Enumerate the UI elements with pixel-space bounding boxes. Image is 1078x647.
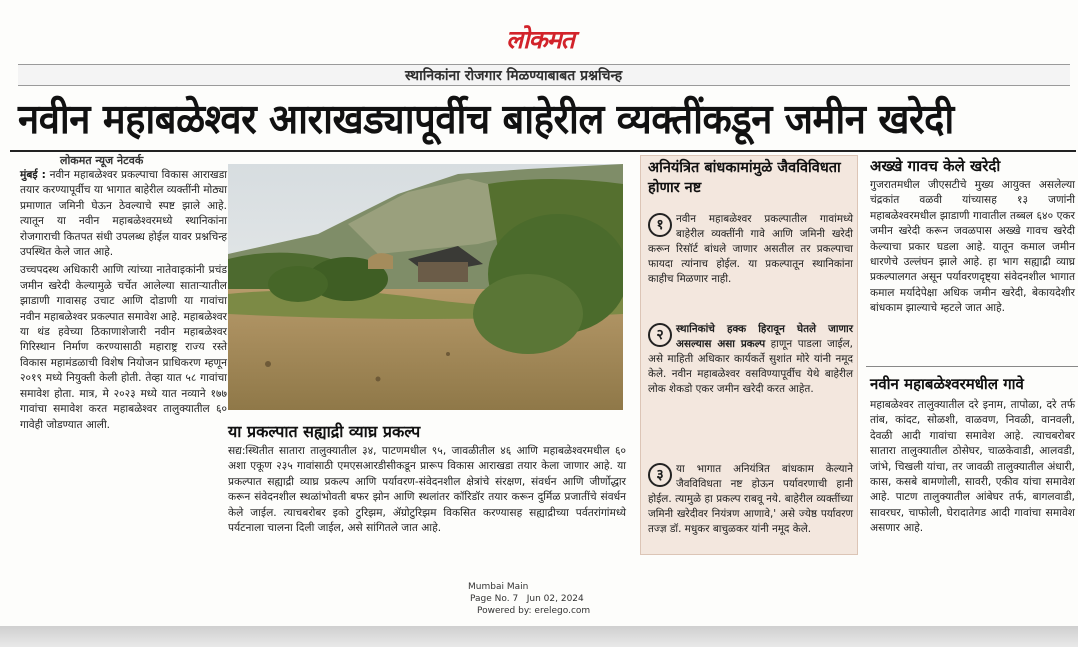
- section-subheading: या प्रकल्पात सह्याद्री व्याघ्र प्रकल्प: [228, 422, 421, 441]
- headline-rule: [10, 150, 1076, 152]
- hillside-hut-image: [228, 164, 623, 410]
- column-divider: [866, 366, 1078, 367]
- point-bold-text: स्थानिकांचे हक्क हिरावून घेतले जाणार असल्यास असा प्रकल्प: [676, 323, 853, 350]
- article-kicker: स्थानिकांना रोजगार मिळण्याबाबत प्रश्नचिन्ह: [405, 68, 623, 84]
- point-number: २: [648, 323, 672, 347]
- lead-paragraph: [20, 168, 227, 260]
- article-column-below-photo: सद्य:स्थितीत सातारा तालुक्यातील ३४, पाटणमधील ९५, जावळीतील ४६ आणि महाबळेश्वरमधील ६० अशा एकूण २३५ गावांसाठी एमएसआरडीसीकडून प्रारूप विकास आराखडा तयार केला जाणार आहे. या प्रकल्पात सह्याद्री व्याघ्र प्रकल्प आणि पर्यावरण-संवेदनशील क्षेत्रांचे संरक्षण, संवर्धन आणि जीर्णोद्धार करून संवेदनशील स्थळांभोवती बफर झोन आणि स्थलांतर कॉरिडॉर तयार करून दुर्मिळ प्रजातींचे संवर्धन केले जाईल. त्याचबरोबर इको टुरिझम, ॲग्रोटुरिझम विकसित करण्यासह सह्याद्रीच्या पर्वतरांगांमध्ये पर्यटनाला चालना दिली जाईल, असे सांगितले जात आहे.: [228, 445, 626, 535]
- right-column-text-2: महाबळेश्वर तालुक्यातील दरे इनाम, तापोळा, दरे तर्फ तांब, कांदट, सोळशी, वाळवण, निवळी, वानवली, देवळी आदी गावांचा समावेश आहे. त्याचबरोबर सातारा तालुक्यातील ठोसेघर, चाळकेवाडी, आलवडी, जांभे, चिखली यांचा, तर जावळी तालुक्यातील अंधारी, कास, कसबे बामणोली, सावरी, एकीव यांचा समावेश आहे. पाटण तालुक्यातील आंबेघर तर्फ, बागलवाडी, सावरघर, चाफोली, घेरादातेगड आदी गावांचा समावेश असणार आहे.: [870, 399, 1075, 535]
- right-column-text-1: गुजरातमधील जीएसटीचे मुख्य आयुक्त असलेल्या चंद्रकांत वळवी यांच्यासह १३ जणांनी महाबळेश्वरमधील झाडाणी गावातील तब्बल ६४० एकर जमीन खरेदी करून जवळपास अख्खे गावच खरेदी केल्याचा प्रकार घडला आहे. यातून कमाल जमीन धारणेचे उल्लंघन झाले आहे. हा भाग सह्याद्री व्याघ्र प्रकल्पालगत असून पर्यावरणदृष्ट्या संवेदनशील भागात कमाल मर्यादेपेक्षा अधिक जमीन खरेदी, बेकायदेशीर बांधकाम झाल्याचे म्हटले जात आहे.: [870, 179, 1075, 315]
- sidebar-point-1: [648, 212, 853, 287]
- point-number: ३: [648, 463, 672, 487]
- point-text: या भागात अनियंत्रित बांधकाम केल्याने जैवविविधता नष्ट होऊन पर्यावरणाची हानी होईल. त्यामुळे हा प्रकल्प राबवू नये. बाहेरील व्यक्तींच्या जमिनी खरेदीवर नियंत्रण आणावे,' असे ज्येष्ठ पर्यावरण तज्ज्ञ डॉ. मधुकर बाचुळकर यांनी नमूद केले.: [648, 463, 853, 535]
- article-headline: नवीन महाबळेश्वर आराखड्यापूर्वीच बाहेरील व्यक्तींकडून जमीन खरेदी: [18, 95, 954, 143]
- point-number: १: [648, 213, 672, 237]
- lokmat-logo: लोकमत: [506, 25, 574, 54]
- sidebar-point-3: [648, 462, 853, 537]
- edition-name: Mumbai Main: [468, 582, 529, 592]
- right-column-heading-1: अख्खे गावच केले खरेदी: [870, 157, 1001, 175]
- sidebar-point-2: [648, 322, 853, 397]
- dateline: मुंबई :: [20, 169, 46, 181]
- sidebar-box-heading: अनियंत्रित बांधकामांमुळे जैवविविधता होणार नष्ट: [648, 160, 841, 196]
- point-text: हाणून पाडला जाईल, असे माहिती अधिकार कार्यकर्ते सुशांत मोरे यांनी नमूद केले. नवीन महाबळेश्वर वसविण्यापूर्वीच येथे बाहेरील लोक शेकडो एकर जमीन खरेदी करत आहेत.: [648, 338, 853, 395]
- village-photo: [228, 164, 623, 410]
- page-info: Page No. 7 Jun 02, 2024: [470, 594, 584, 604]
- right-column-heading-2: नवीन महाबळेश्वरमधील गावे: [870, 375, 1024, 393]
- point-text: नवीन महाबळेश्वर प्रकल्पातील गावांमध्ये बाहेरील व्यक्तींनी गावे आणि जमिनी खरेदी करून रिसॉर्ट बांधले जाणार असतील तर प्रकल्पाचा फायदा त्यांनाच होईल. या प्रकल्पातून स्थानिकांना काहीच मिळणार नाही.: [648, 213, 853, 285]
- paragraph: उच्चपदस्थ अधिकारी आणि त्यांच्या नातेवाइकांनी प्रचंड जमीन खरेदी केल्यामुळे चर्चेत आलेल्या साताऱ्यातील झाडाणी गावासह उचाट आणि दोडाणी या गावांचा नवीन महाबळेश्वर प्रकल्पात समावेश आहे. महाबळेश्वर या थंड हवेच्या ठिकाणाशेजारी नवीन महाबळेश्वर गिरिस्थान निर्माण करण्यासाठी महाराष्ट्र राज्य रस्ते विकास महामंडळाची विशेष नियोजन प्राधिकरण म्हणून २०१९ मध्ये नियुक्ती केली होती. तेव्हा यात ५८ गावांचा समावेश होता. मात्र, मे २०२३ मध्ये यात नव्याने १७७ गावांचा समावेश करत महाबळेश्वर तालुक्यातील ६० गावेही जोडण्यात आली.: [20, 264, 227, 431]
- article-column-1: [20, 168, 227, 436]
- page-fold-shadow: [0, 626, 1078, 647]
- lead-text: नवीन महाबळेश्वर प्रकल्पाचा विकास आराखडा तयार करण्यापूर्वीच या भागात बाहेरील व्यक्तींनी मोठ्या प्रमाणात जमिनी घेऊन ठेवल्याचे स्पष्ट झाले आहे. त्यातून या नवीन महाबळेश्वरमध्ये स्थानिकांना रोजगाराची कितपत संधी उपलब्ध होईल यावर प्रश्नचिन्ह उपस्थित केले जात आहे.: [20, 169, 228, 259]
- powered-by: Powered by: erelego.com: [477, 606, 591, 616]
- byline: लोकमत न्यूज नेटवर्क: [60, 154, 144, 167]
